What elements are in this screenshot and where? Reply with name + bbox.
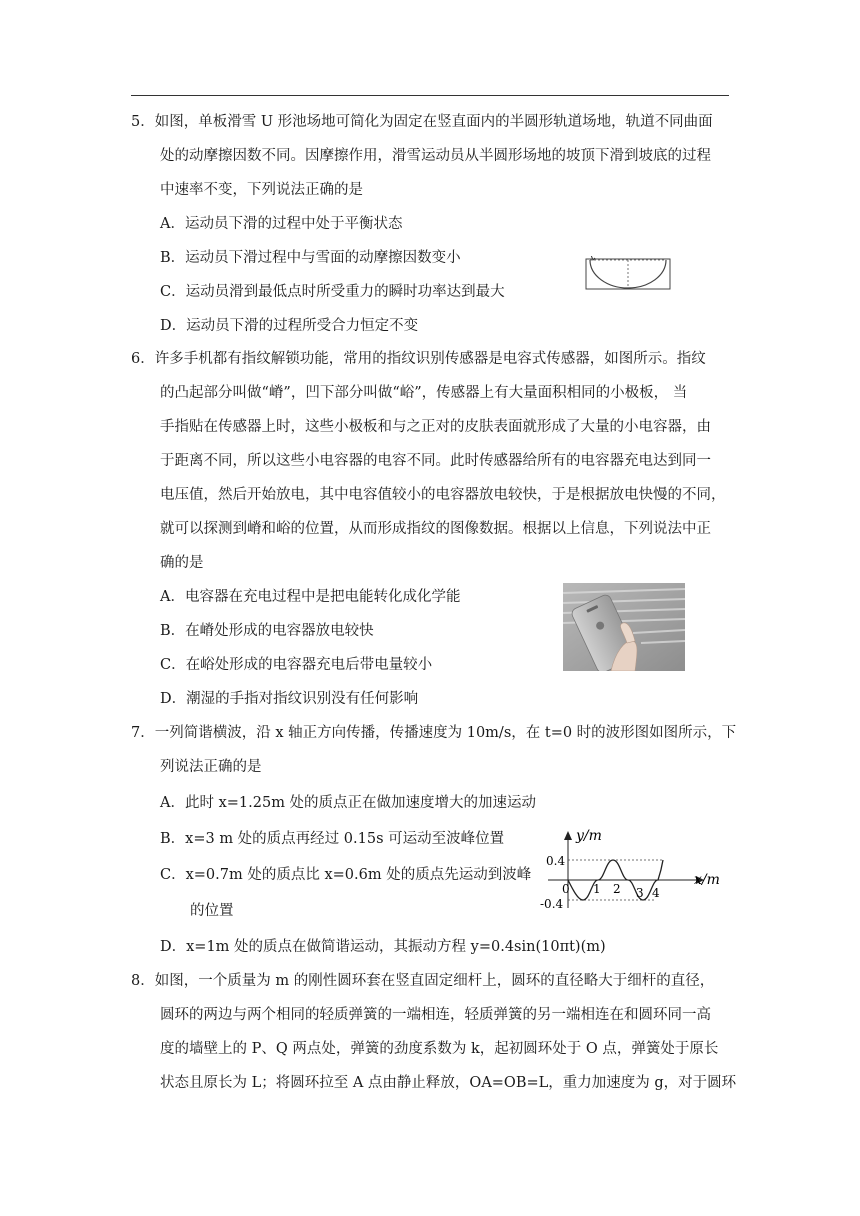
wave-tick-2: 2 xyxy=(613,882,621,896)
q8-stem-line-1: 8．如图，一个质量为 m 的刚性圆环套在竖直固定细杆上，圆环的直径略大于细杆的直径， xyxy=(131,973,715,989)
q6-stem-line-4: 于距离不同，所以这些小电容器的电容不同。此时传感器给所有的电容器充电达到同一 xyxy=(160,453,711,469)
q7-option-a: A．此时 x=1.25m 处的质点正在做加速度增大的加速运动 xyxy=(160,795,537,811)
wave-graph-figure xyxy=(536,826,726,920)
q5-option-a: A．运动员下滑的过程中处于平衡状态 xyxy=(160,216,403,232)
q5-stem-line-2: 处的动摩擦因数不同。因摩擦作用，滑雪运动员从半圆形场地的坡顶下滑到坡底的过程 xyxy=(160,148,711,164)
wave-tick-y-bottom: -0.4 xyxy=(540,897,564,911)
q5-option-b: B．运动员下滑过程中与雪面的动摩擦因数变小 xyxy=(160,250,461,266)
q7-option-c-line-1: C．x=0.7m 处的质点比 x=0.6m 处的质点先运动到波峰 xyxy=(160,867,532,883)
q5-stem-line-1: 5．如图，单板滑雪 U 形池场地可简化为固定在竖直面内的半圆形轨道场地，轨道不同曲面 xyxy=(131,114,713,130)
q7-stem-line-2: 列说法正确的是 xyxy=(160,759,262,775)
q7-option-d: D．x=1m 处的质点在做简谐运动，其振动方程 y=0.4sin(10πt)(m) xyxy=(160,939,606,955)
wave-x-axis-label: x/m xyxy=(694,872,720,888)
header-rule xyxy=(131,95,729,96)
q6-option-c: C．在峪处形成的电容器充电后带电量较小 xyxy=(160,657,433,673)
q7-option-c-line-2: 的位置 xyxy=(190,903,234,919)
wave-y-axis-label: y/m xyxy=(576,828,602,844)
q7-stem-line-1: 7．一列简谐横波，沿 x 轴正方向传播，传播速度为 10m/s，在 t=0 时的波形图如图所示，下 xyxy=(131,725,737,741)
fingerprint-phone-photo xyxy=(563,583,685,671)
wave-tick-4: 4 xyxy=(652,886,660,900)
q6-option-a: A．电容器在充电过程中是把电能转化成化学能 xyxy=(160,589,461,605)
q6-stem-line-3: 手指贴在传感器上时，这些小极板和与之正对的皮肤表面就形成了大量的小电容器，由 xyxy=(160,419,711,435)
q6-stem-line-2: 的凸起部分叫做“嵴”，凹下部分叫做“峪”，传感器上有大量面积相同的小极板， 当 xyxy=(160,385,688,401)
q6-stem-line-7: 确的是 xyxy=(160,555,204,571)
wave-tick-y-top: 0.4 xyxy=(546,854,566,868)
q7-option-b: B．x=3 m 处的质点再经过 0.15s 可运动至波峰位置 xyxy=(160,831,505,847)
wave-tick-1: 1 xyxy=(593,882,601,896)
q6-option-d: D．潮湿的手指对指纹识别没有任何影响 xyxy=(160,691,419,707)
q5-option-d: D．运动员下滑的过程所受合力恒定不变 xyxy=(160,318,419,334)
q6-option-b: B．在嵴处形成的电容器放电较快 xyxy=(160,623,374,639)
q8-stem-line-2: 圆环的两边与两个相同的轻质弹簧的一端相连，轻质弹簧的另一端相连在和圆环同一高 xyxy=(160,1007,711,1023)
q6-stem-line-5: 电压值，然后开始放电，其中电容值较小的电容器放电较快，于是根据放电快慢的不同， xyxy=(160,487,726,503)
q8-stem-line-3: 度的墙壁上的 P、Q 两点处，弹簧的劲度系数为 k，起初圆环处于 O 点，弹簧处于原长 xyxy=(160,1041,719,1057)
q5-stem-line-3: 中速率不变，下列说法正确的是 xyxy=(160,182,363,198)
q5-option-c: C．运动员滑到最低点时所受重力的瞬时功率达到最大 xyxy=(160,284,505,300)
q6-stem-line-6: 就可以探测到嵴和峪的位置，从而形成指纹的图像数据。根据以上信息，下列说法中正 xyxy=(160,521,711,537)
wave-tick-origin: 0 xyxy=(562,882,570,896)
u-shaped-track-figure xyxy=(584,256,672,292)
q6-stem-line-1: 6．许多手机都有指纹解锁功能，常用的指纹识别传感器是电容式传感器，如图所示。指纹 xyxy=(131,351,706,367)
wave-tick-3: 3 xyxy=(636,886,644,900)
q8-stem-line-4: 状态且原长为 L；将圆环拉至 A 点由静止释放，OA=OB=L，重力加速度为 g，对于圆环 xyxy=(160,1075,737,1091)
